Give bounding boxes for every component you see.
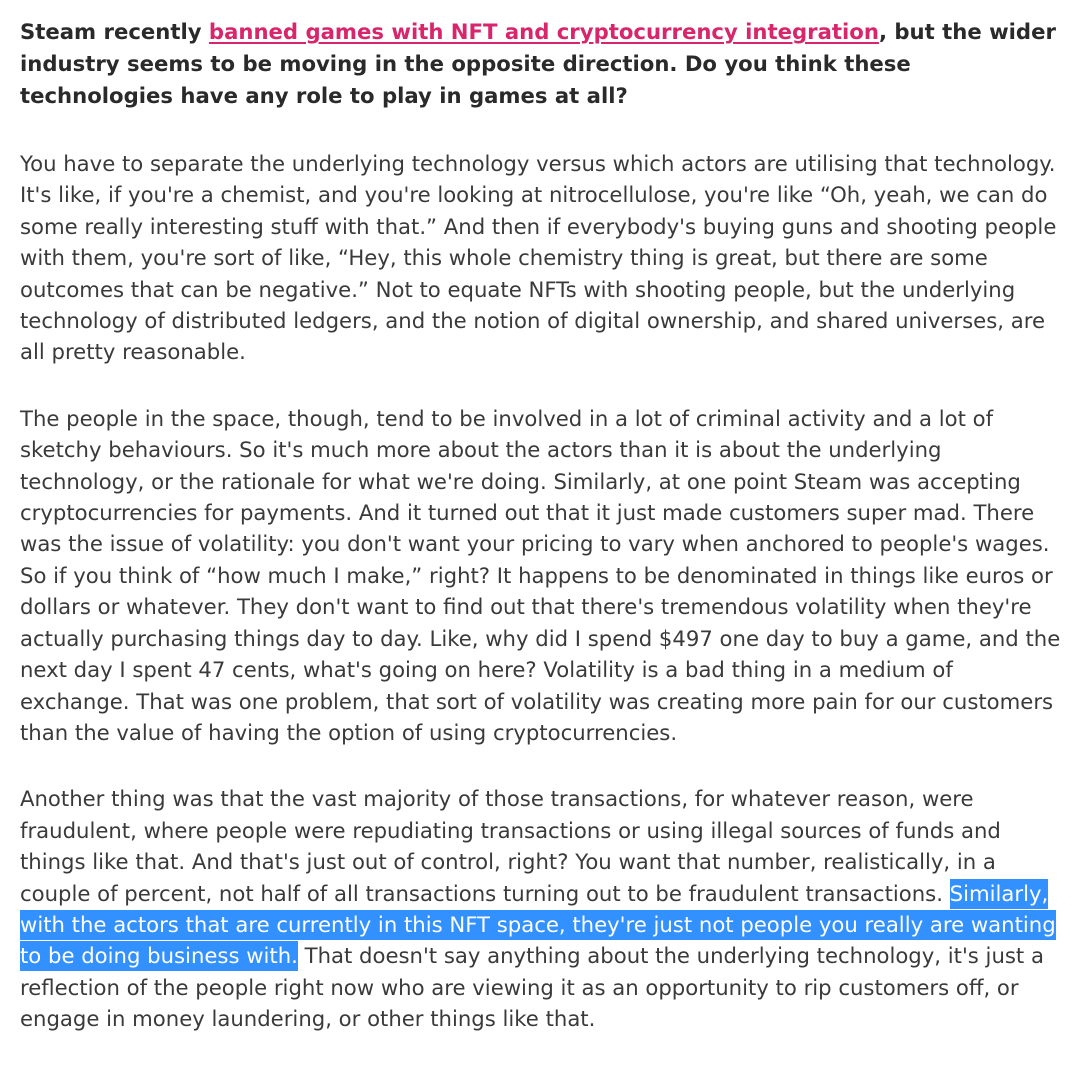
question-suffix: , but the wider industry seems to be moving in the opposite direction. Do you think these technologies have any role to play in games at all? <box>20 19 1056 108</box>
answer3-before: Another thing was that the vast majority of those transactions, for whatever reason, were fraudulent, where people were repudiating transactions or using illegal sources of funds and things like that. And that's just out of control, right? You want that number, realistically, in a couple of percent, not half of all transactions turning out to be fraudulent transactions. <box>20 786 1001 906</box>
selected-text-highlight[interactable]: Similarly, with the actors that are currently in this NFT space, they're just not people you really are wanting to be doing business with. <box>20 879 1056 972</box>
article-body <box>20 16 1065 1070</box>
interview-question <box>20 16 1065 112</box>
answer-paragraph-2: The people in the space, though, tend to be involved in a lot of criminal activity and a lot of sketchy behaviours. So it's much more about the actors than it is about the underlying technology, or the rationale for what we're doing. Similarly, at one point Steam was accepting cryptocurrencies for payments. And it turned out that it just made customers super mad. There was the issue of volatility: you don't want your pricing to vary when anchored to people's wages. So if you think of “how much I make,” right? It happens to be denominated in things like euros or dollars or whatever. They don't want to find out that there's tremendous volatility when they're actually purchasing things day to day. Like, why did I spend $497 one day to buy a game, and the next day I spent 47 cents, what's going on here? Volatility is a bad thing in a medium of exchange. That was one problem, that sort of volatility was creating more pain for our customers than the value of having the option of using cryptocurrencies. <box>20 405 1061 745</box>
answer-paragraph-3 <box>20 783 1065 1034</box>
answer-paragraph-1: You have to separate the underlying technology versus which actors are utilising that technology. It's like, if you're a chemist, and you're looking at nitrocellulose, you're like “Oh, yeah, we can do some really interesting stuff with that.” And then if everybody's buying guns and shooting people with them, you're sort of like, “Hey, this whole chemistry thing is great, but there are some outcomes that can be negative.” Not to equate NFTs with shooting people, but the underlying technology of distributed ledgers, and the notion of digital ownership, and shared universes, are all pretty reasonable. <box>20 151 1057 365</box>
nft-ban-link[interactable]: banned games with NFT and cryptocurrency integration <box>208 19 879 44</box>
answer3-after: That doesn't say anything about the underlying technology, it's just a reflection of the people right now who are viewing it as an opportunity to rip customers off, or engage in money laundering, or other things like that. <box>20 943 1044 1032</box>
question-prefix: Steam recently <box>20 19 209 44</box>
